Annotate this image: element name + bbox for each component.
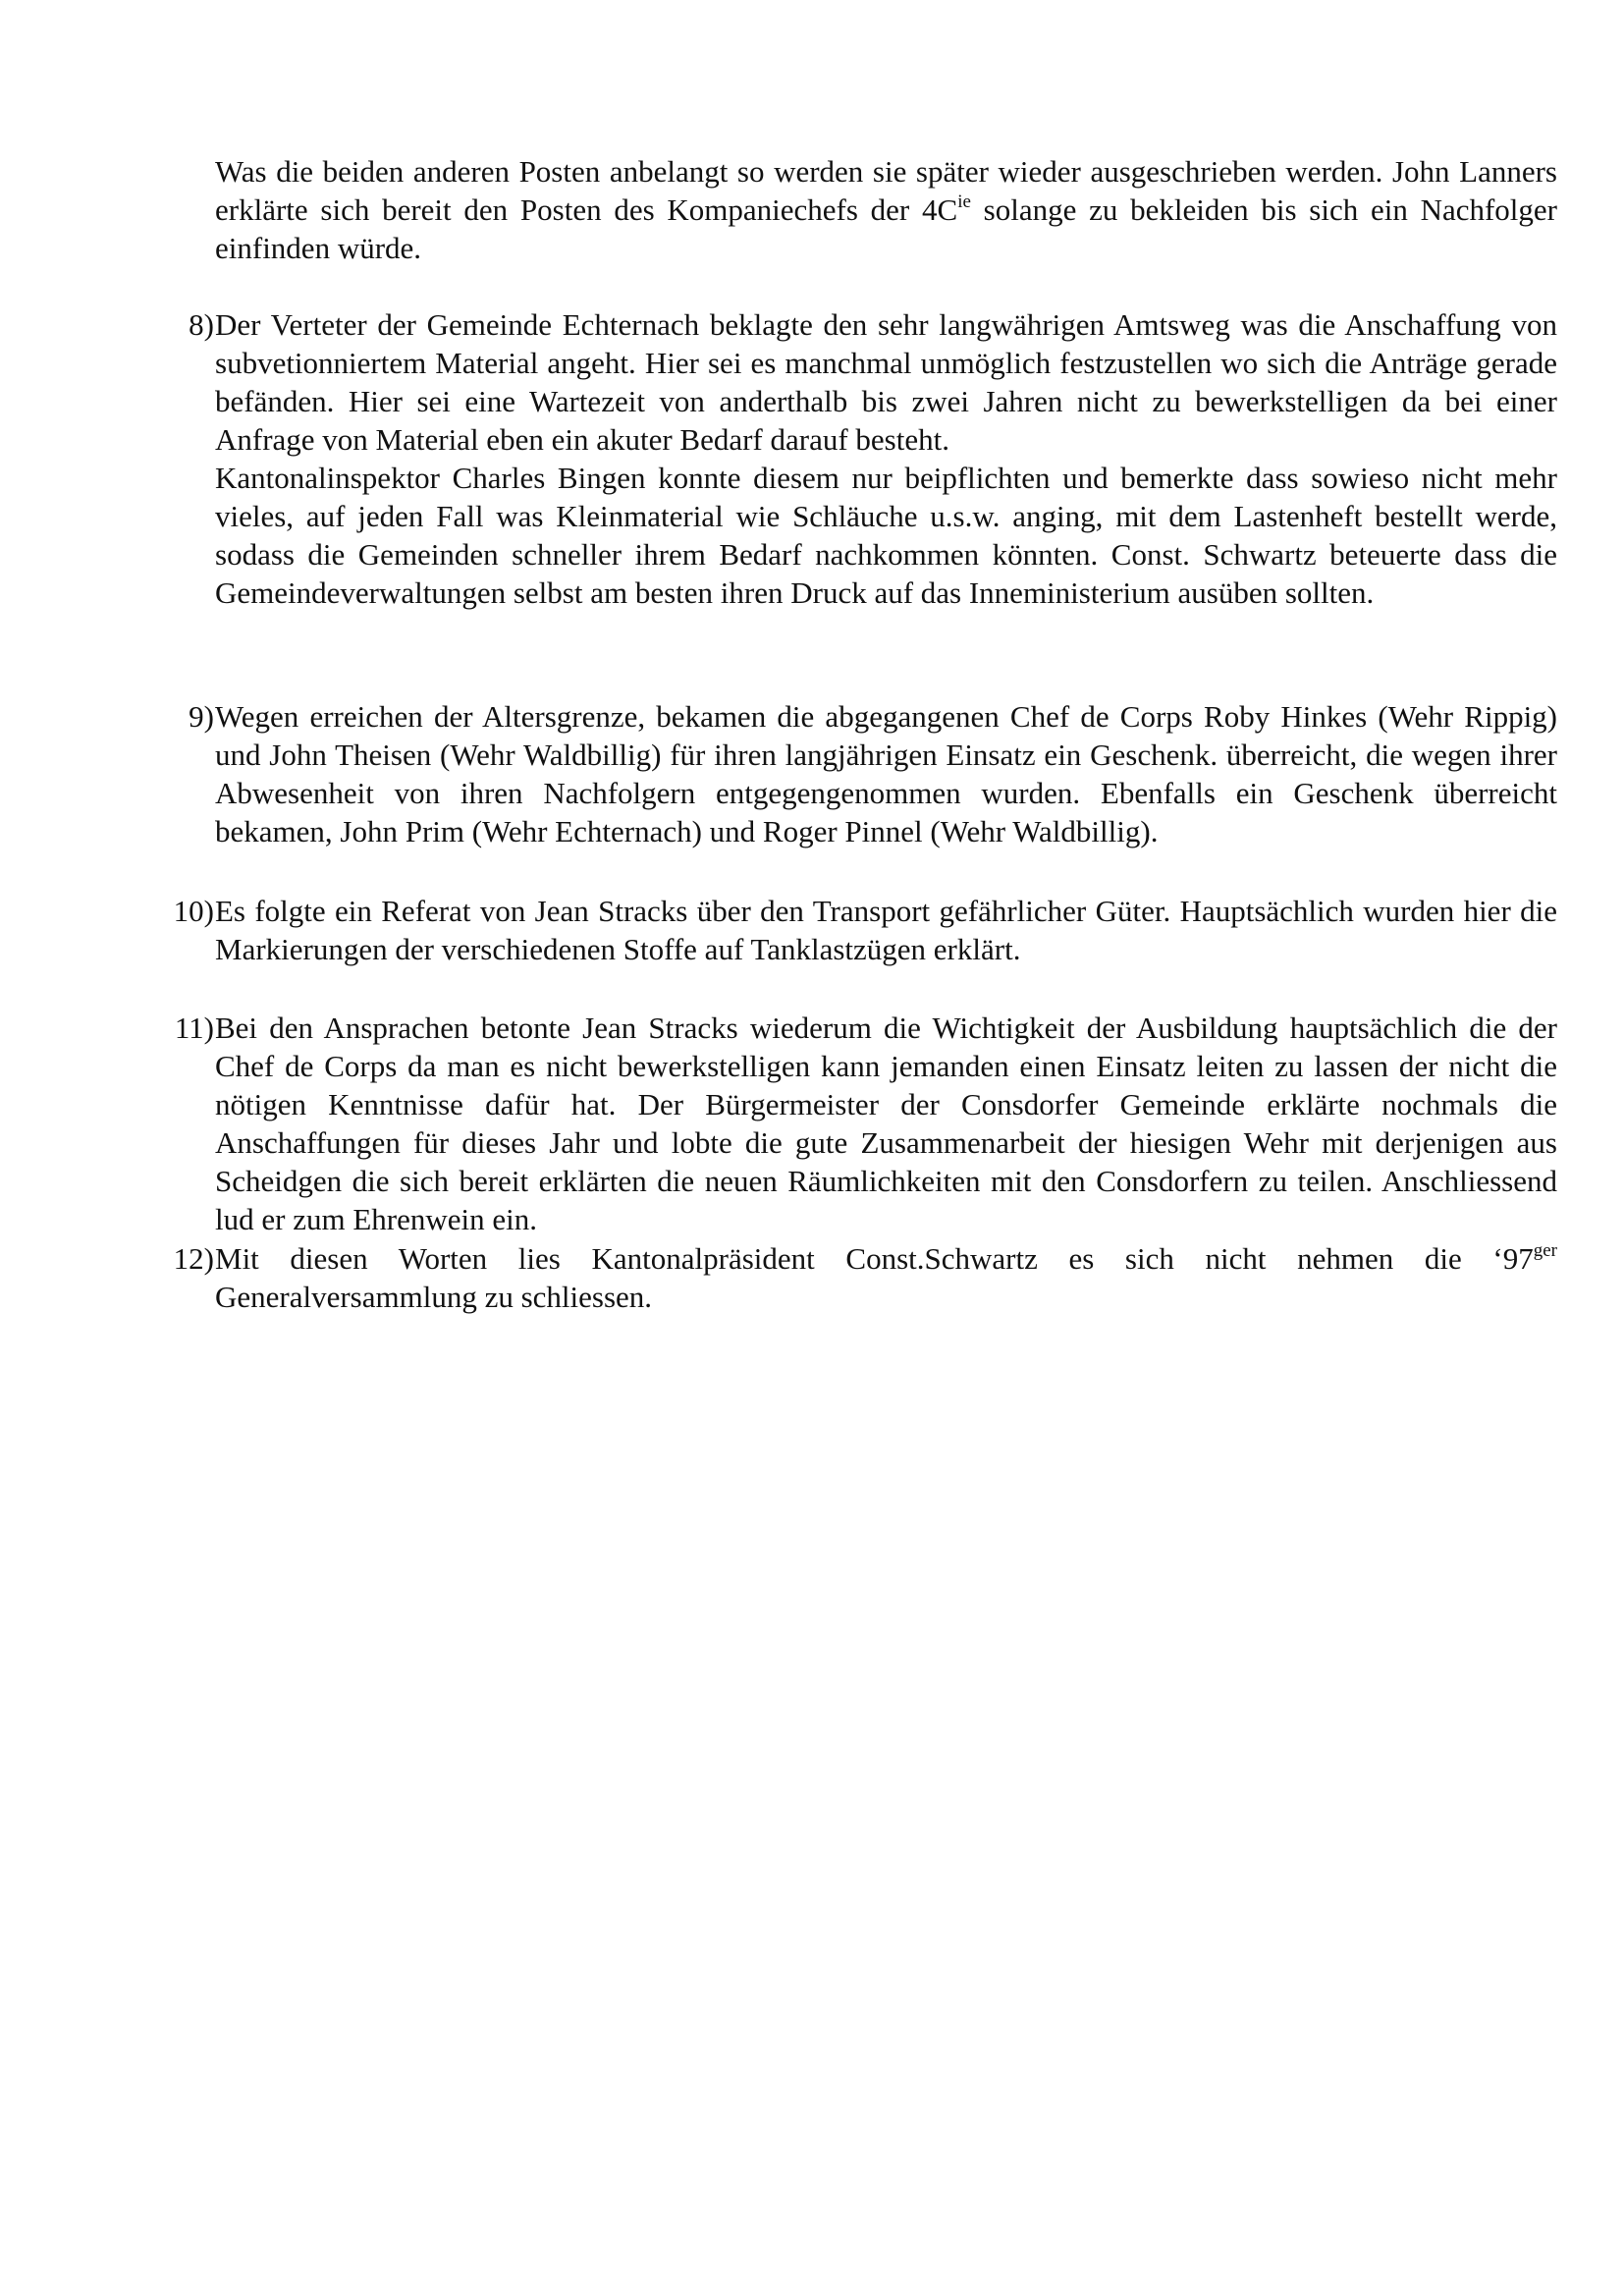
item-superscript: ger xyxy=(1533,1240,1557,1261)
item-text xyxy=(215,697,1557,850)
item-text xyxy=(215,305,1557,612)
item-number: 9) xyxy=(189,699,214,734)
item-paragraph xyxy=(215,1239,1557,1316)
list-item-8 xyxy=(147,305,1557,612)
list-item-10 xyxy=(147,892,1557,968)
item-paragraph: Es folgte ein Referat von Jean Stracks über den Transport gefährlicher Güter. Hauptsächlich wurden hier die Markierungen der verschiedenen Stoffe auf Tanklastzügen erklärt. xyxy=(215,894,1557,966)
item-paragraph: Wegen erreichen der Altersgrenze, bekamen die abgegangenen Chef de Corps Roby Hinkes (Wehr Rippig) und John Theisen (Wehr Waldbillig) für ihren langjährigen Einsatz ein Geschenk. überreicht, die wegen ihrer Abwesenheit von ihren Nachfolgern entgegengenommen wurden. Ebenfalls ein Geschenk überreicht bekamen, John Prim (Wehr Echternach) und Roger Pinnel (Wehr Waldbillig). xyxy=(215,699,1557,848)
item-paragraph: Der Verteter der Gemeinde Echternach beklagte den sehr langwährigen Amtsweg was die Anschaffung von subvetionniertem Material angeht. Hier sei es manchmal unmöglich festzustellen wo sich die Anträge gerade befänden. Hier sei eine Wartezeit von anderthalb bis zwei Jahren nicht zu bewerkstelligen da bei einer Anfrage von Material eben ein akuter Bedarf darauf besteht. xyxy=(215,307,1557,457)
item-paragraph: Kantonalinspektor Charles Bingen konnte diesem nur beipflichten und bemerkte dass sowieso nicht mehr vieles, auf jeden Fall was Kleinmaterial wie Schläuche u.s.w. anging, mit dem Lastenheft bestellt werde, sodass die Gemeinden schneller ihrem Bedarf nachkommen könnten. Const. Schwartz beteuerte dass die Gemeindeverwaltungen selbst am besten ihren Druck auf das Inneministerium ausüben sollten. xyxy=(215,461,1557,610)
item-number: 11) xyxy=(174,1011,214,1045)
list-item-12 xyxy=(147,1239,1557,1316)
item-text xyxy=(215,892,1557,968)
list-item-11 xyxy=(147,1009,1557,1238)
list-item-9 xyxy=(147,697,1557,850)
item-paragraph: Bei den Ansprachen betonte Jean Stracks wiederum die Wichtigkeit der Ausbildung hauptsächlich die der Chef de Corps da man es nicht bewerkstelligen kann jemanden einen Einsatz leiten zu lassen der nicht die nötigen Kenntnisse dafür hat. Der Bürgermeister der Consdorfer Gemeinde erklärte nochmals die Anschaffungen für dieses Jahr und lobte die gute Zusammenarbeit der hiesigen Wehr mit derjenigen aus Scheidgen die sich bereit erklärten die neuen Räumlichkeiten mit den Consdorfern zu teilen. Anschliessend lud er zum Ehrenwein ein. xyxy=(215,1011,1557,1236)
intro-text-end: solange zu bekleiden bis sich ein Nachfolger einfinden würde. xyxy=(215,192,1557,265)
item-text-end: Generalversammlung zu schliessen. xyxy=(215,1280,653,1314)
item-text-start: Mit diesen Worten lies Kantonalpräsident Const.Schwartz es sich nicht nehmen die ‘97 xyxy=(215,1241,1534,1276)
item-text xyxy=(215,1239,1557,1316)
intro-text-start: Was die beiden anderen Posten anbelangt so werden sie später wieder ausgeschrieben werden. John Lanners erklärte sich bereit den Posten des Kompaniechefs der 4C xyxy=(215,154,1557,227)
item-number: 10) xyxy=(173,894,214,928)
item-number: 12) xyxy=(173,1241,214,1276)
item-number: 8) xyxy=(189,307,214,342)
intro-superscript: ie xyxy=(957,191,971,212)
item-text xyxy=(215,1009,1557,1238)
intro-paragraph xyxy=(215,152,1557,267)
